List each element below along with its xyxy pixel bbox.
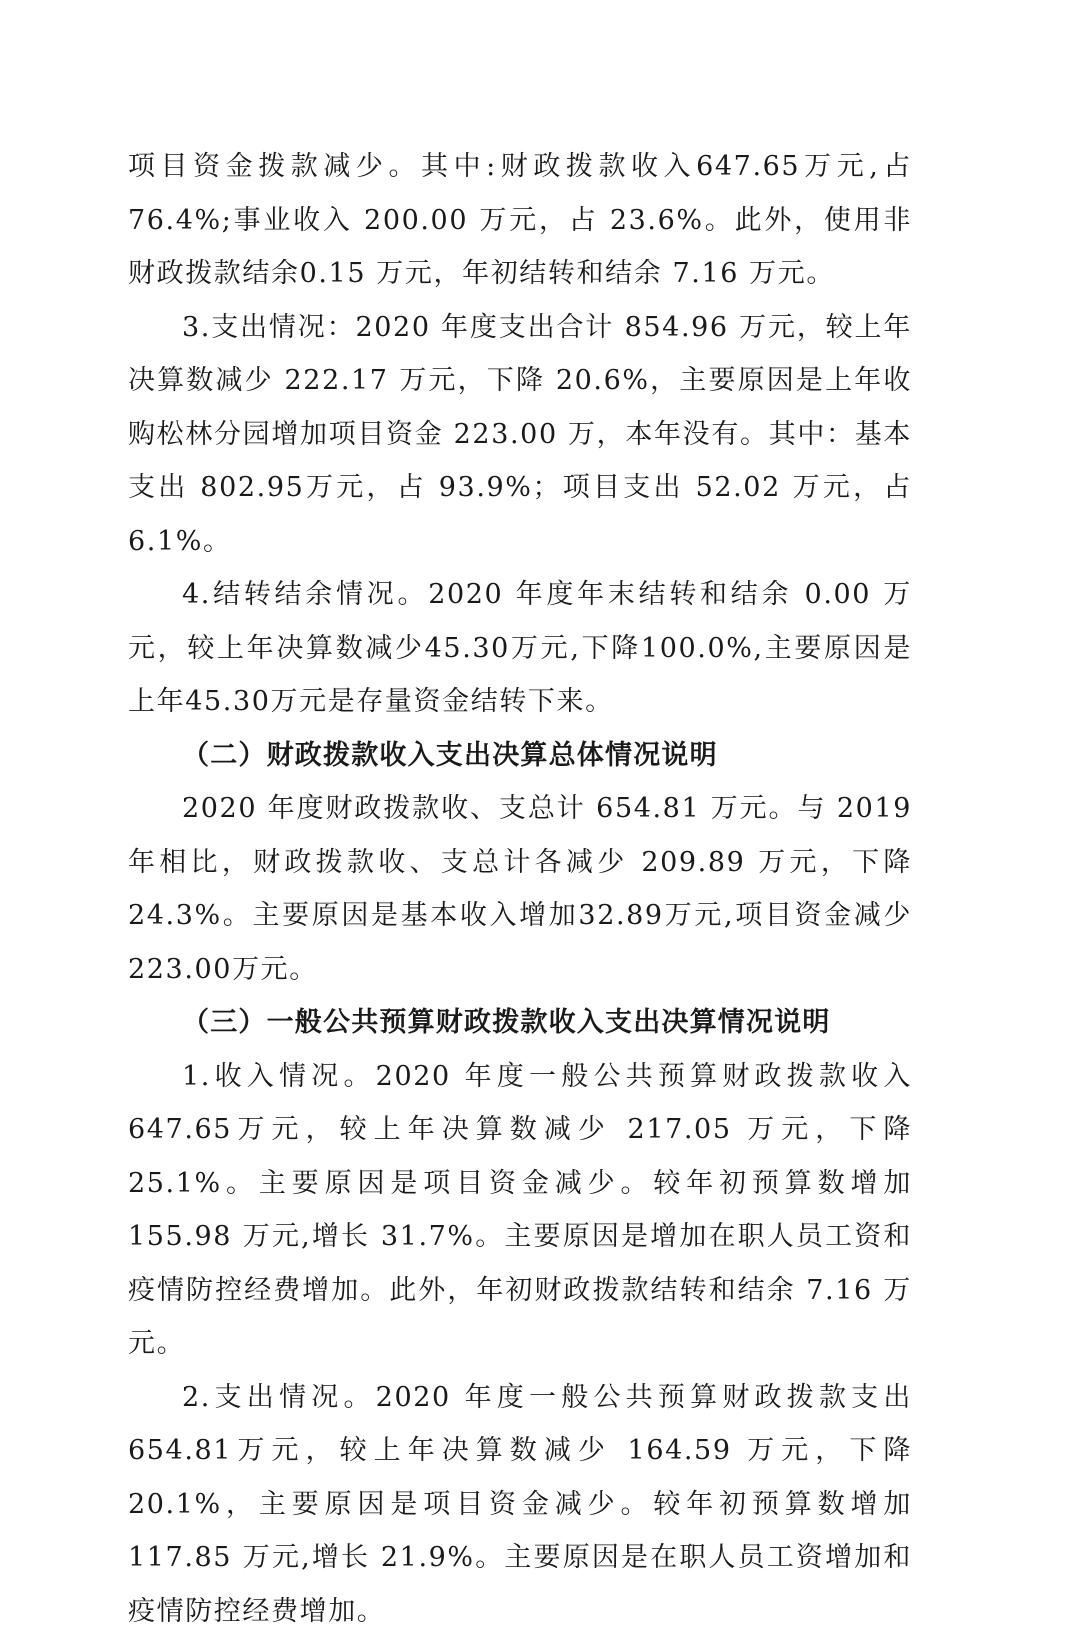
document-page [128,140,912,1638]
paragraph-carryover-balance: 4.结转结余情况。2020 年度年末结转和结余 0.00 万元，较上年决算数减少45.30万元,下降100.0%,主要原因是上年45.30万元是存量资金结转下来。 [128,568,912,729]
paragraph-fiscal-overall: 2020 年度财政拨款收、支总计 654.81 万元。与 2019 年相比，财政拨款收、支总计各减少 209.89 万元，下降 24.3%。主要原因是基本收入增加32.89万元,项目资金减少223.00万元。 [128,782,912,996]
paragraph-general-budget-income: 1.收入情况。2020 年度一般公共预算财政拨款收入 647.65万元，较上年决算数减少 217.05 万元，下降 25.1%。主要原因是项目资金减少。较年初预算数增加 155.98 万元,增长 31.7%。主要原因是增加在职人员工资和疫情防控经费增加。此外，年初财政拨款结转和结余 7.16 万元。 [128,1050,912,1371]
paragraph-expenditure: 3.支出情况：2020 年度支出合计 854.96 万元，较上年决算数减少 222.17 万元，下降 20.6%，主要原因是上年收购松林分园增加项目资金 223.00 万，本年没有。其中：基本支出 802.95万元，占 93.9%；项目支出 52.02 万元，占 6.1%。 [128,301,912,569]
section-heading-general-budget: （三）一般公共预算财政拨款收入支出决算情况说明 [128,996,912,1050]
paragraph-general-budget-expenditure: 2.支出情况。2020 年度一般公共预算财政拨款支出 654.81万元，较上年决算数减少 164.59 万元，下降 20.1%，主要原因是项目资金减少。较年初预算数增加 117.85 万元,增长 21.9%。主要原因是在职人员工资增加和疫情防控经费增加。 [128,1371,912,1638]
paragraph-income-breakdown: 项目资金拨款减少。其中:财政拨款收入647.65万元,占76.4%;事业收入 200.00 万元，占 23.6%。此外，使用非财政拨款结余0.15 万元，年初结转和结余 7.16 万元。 [128,140,912,301]
section-heading-fiscal-overall: （二）财政拨款收入支出决算总体情况说明 [128,729,912,783]
